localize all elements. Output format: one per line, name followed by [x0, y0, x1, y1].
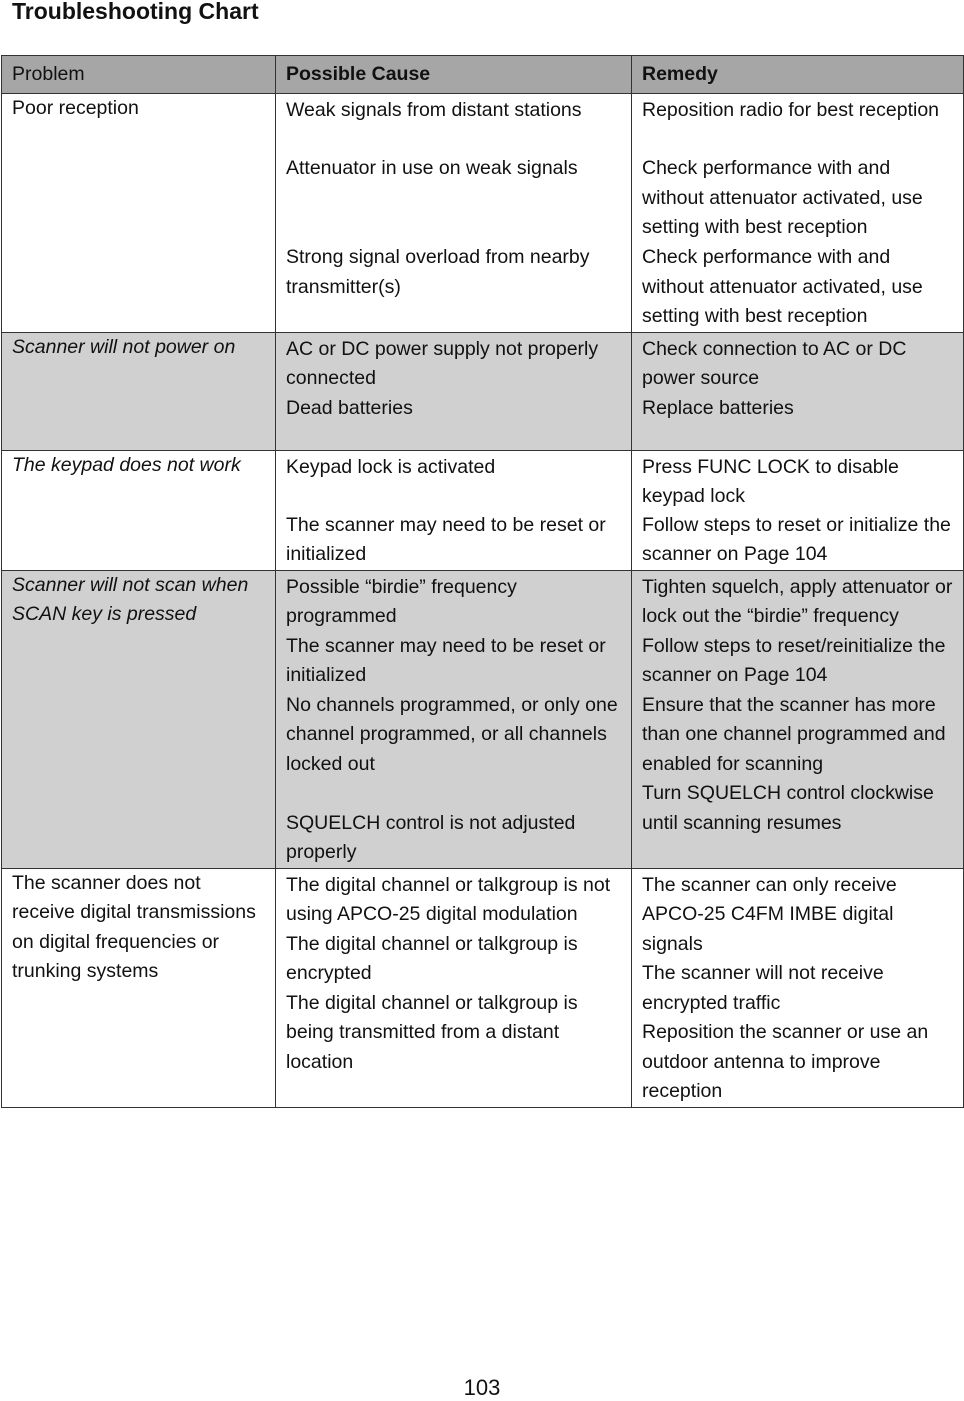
- table-row: [2, 332, 964, 450]
- table-row: [2, 868, 964, 1107]
- remedy-item: Follow steps to reset/reinitialize the scanner on Page 104: [642, 634, 946, 686]
- cause-item: Possible “birdie” frequency programmed: [286, 575, 517, 627]
- remedy-item: Check performance with and without attenuator activated, use setting with best reception: [642, 157, 923, 238]
- remedy-cell: [632, 94, 964, 333]
- remedy-item: Press FUNC LOCK to disable keypad lock: [642, 455, 899, 507]
- remedy-item: Check connection to AC or DC power source: [642, 337, 907, 389]
- header-possible-cause: Possible Cause: [276, 56, 632, 94]
- table-row: [2, 450, 964, 570]
- page-title: Troubleshooting Chart: [12, 0, 259, 24]
- table-header: [2, 56, 964, 94]
- cause-cell: [276, 332, 632, 450]
- problem-cell: Poor reception: [2, 94, 276, 333]
- remedy-cell: [632, 332, 964, 450]
- cause-cell: [276, 94, 632, 333]
- remedy-cell: [632, 868, 964, 1107]
- problem-cell: Scanner will not power on: [2, 332, 276, 450]
- remedy-item: The scanner can only receive APCO-25 C4FM IMBE digital signals: [642, 873, 897, 955]
- remedy-item: Replace batteries: [642, 396, 794, 419]
- cause-cell: [276, 868, 632, 1107]
- remedy-cell: [632, 450, 964, 570]
- remedy-item: Follow steps to reset or initialize the scanner on Page 104: [642, 513, 951, 565]
- cause-item: Dead batteries: [286, 396, 413, 419]
- cause-item: Weak signals from distant stations: [286, 99, 582, 121]
- header-row: [2, 56, 964, 94]
- remedy-item: Reposition radio for best reception: [642, 99, 940, 121]
- cause-item: The digital channel or talkgroup is not using APCO-25 digital modulation: [286, 873, 611, 925]
- cause-item: AC or DC power supply not properly connected: [286, 337, 599, 389]
- cause-item: The scanner may need to be reset or initialized: [286, 634, 606, 686]
- remedy-item: Ensure that the scanner has more than one channel programmed and enabled for scanning: [642, 693, 946, 775]
- cause-cell: [276, 570, 632, 868]
- cause-item: Strong signal overload from nearby transmitter(s): [286, 246, 590, 298]
- table-row: [2, 570, 964, 868]
- problem-cell: The scanner does not receive digital transmissions on digital frequencies or trunking systems: [2, 868, 276, 1107]
- page-number: 103: [463, 1375, 501, 1400]
- cause-item: Attenuator in use on weak signals: [286, 157, 578, 179]
- cause-cell: [276, 450, 632, 570]
- remedy-item: Check performance with and without attenuator activated, use setting with best reception: [642, 246, 923, 327]
- cause-item: SQUELCH control is not adjusted properly: [286, 811, 576, 863]
- remedy-cell: [632, 570, 964, 868]
- cause-item: No channels programmed, or only one channel programmed, or all channels locked out: [286, 693, 618, 775]
- remedy-item: Turn SQUELCH control clockwise until scanning resumes: [642, 782, 934, 834]
- remedy-item: Tighten squelch, apply attenuator or lock out the “birdie” frequency: [642, 575, 953, 627]
- table-row: [2, 94, 964, 333]
- cause-item: The scanner may need to be reset or initialized: [286, 513, 606, 565]
- problem-cell: Scanner will not scan when SCAN key is pressed: [2, 570, 276, 868]
- header-problem: Problem: [2, 56, 276, 94]
- remedy-item: Reposition the scanner or use an outdoor antenna to improve reception: [642, 1021, 929, 1102]
- remedy-item: The scanner will not receive encrypted traffic: [642, 962, 884, 1014]
- header-remedy: Remedy: [632, 56, 964, 94]
- cause-item: The digital channel or talkgroup is being transmitted from a distant location: [286, 991, 578, 1073]
- troubleshooting-table: [1, 55, 964, 1108]
- cause-item: The digital channel or talkgroup is encrypted: [286, 932, 578, 984]
- problem-cell: The keypad does not work: [2, 450, 276, 570]
- cause-item: Keypad lock is activated: [286, 455, 496, 478]
